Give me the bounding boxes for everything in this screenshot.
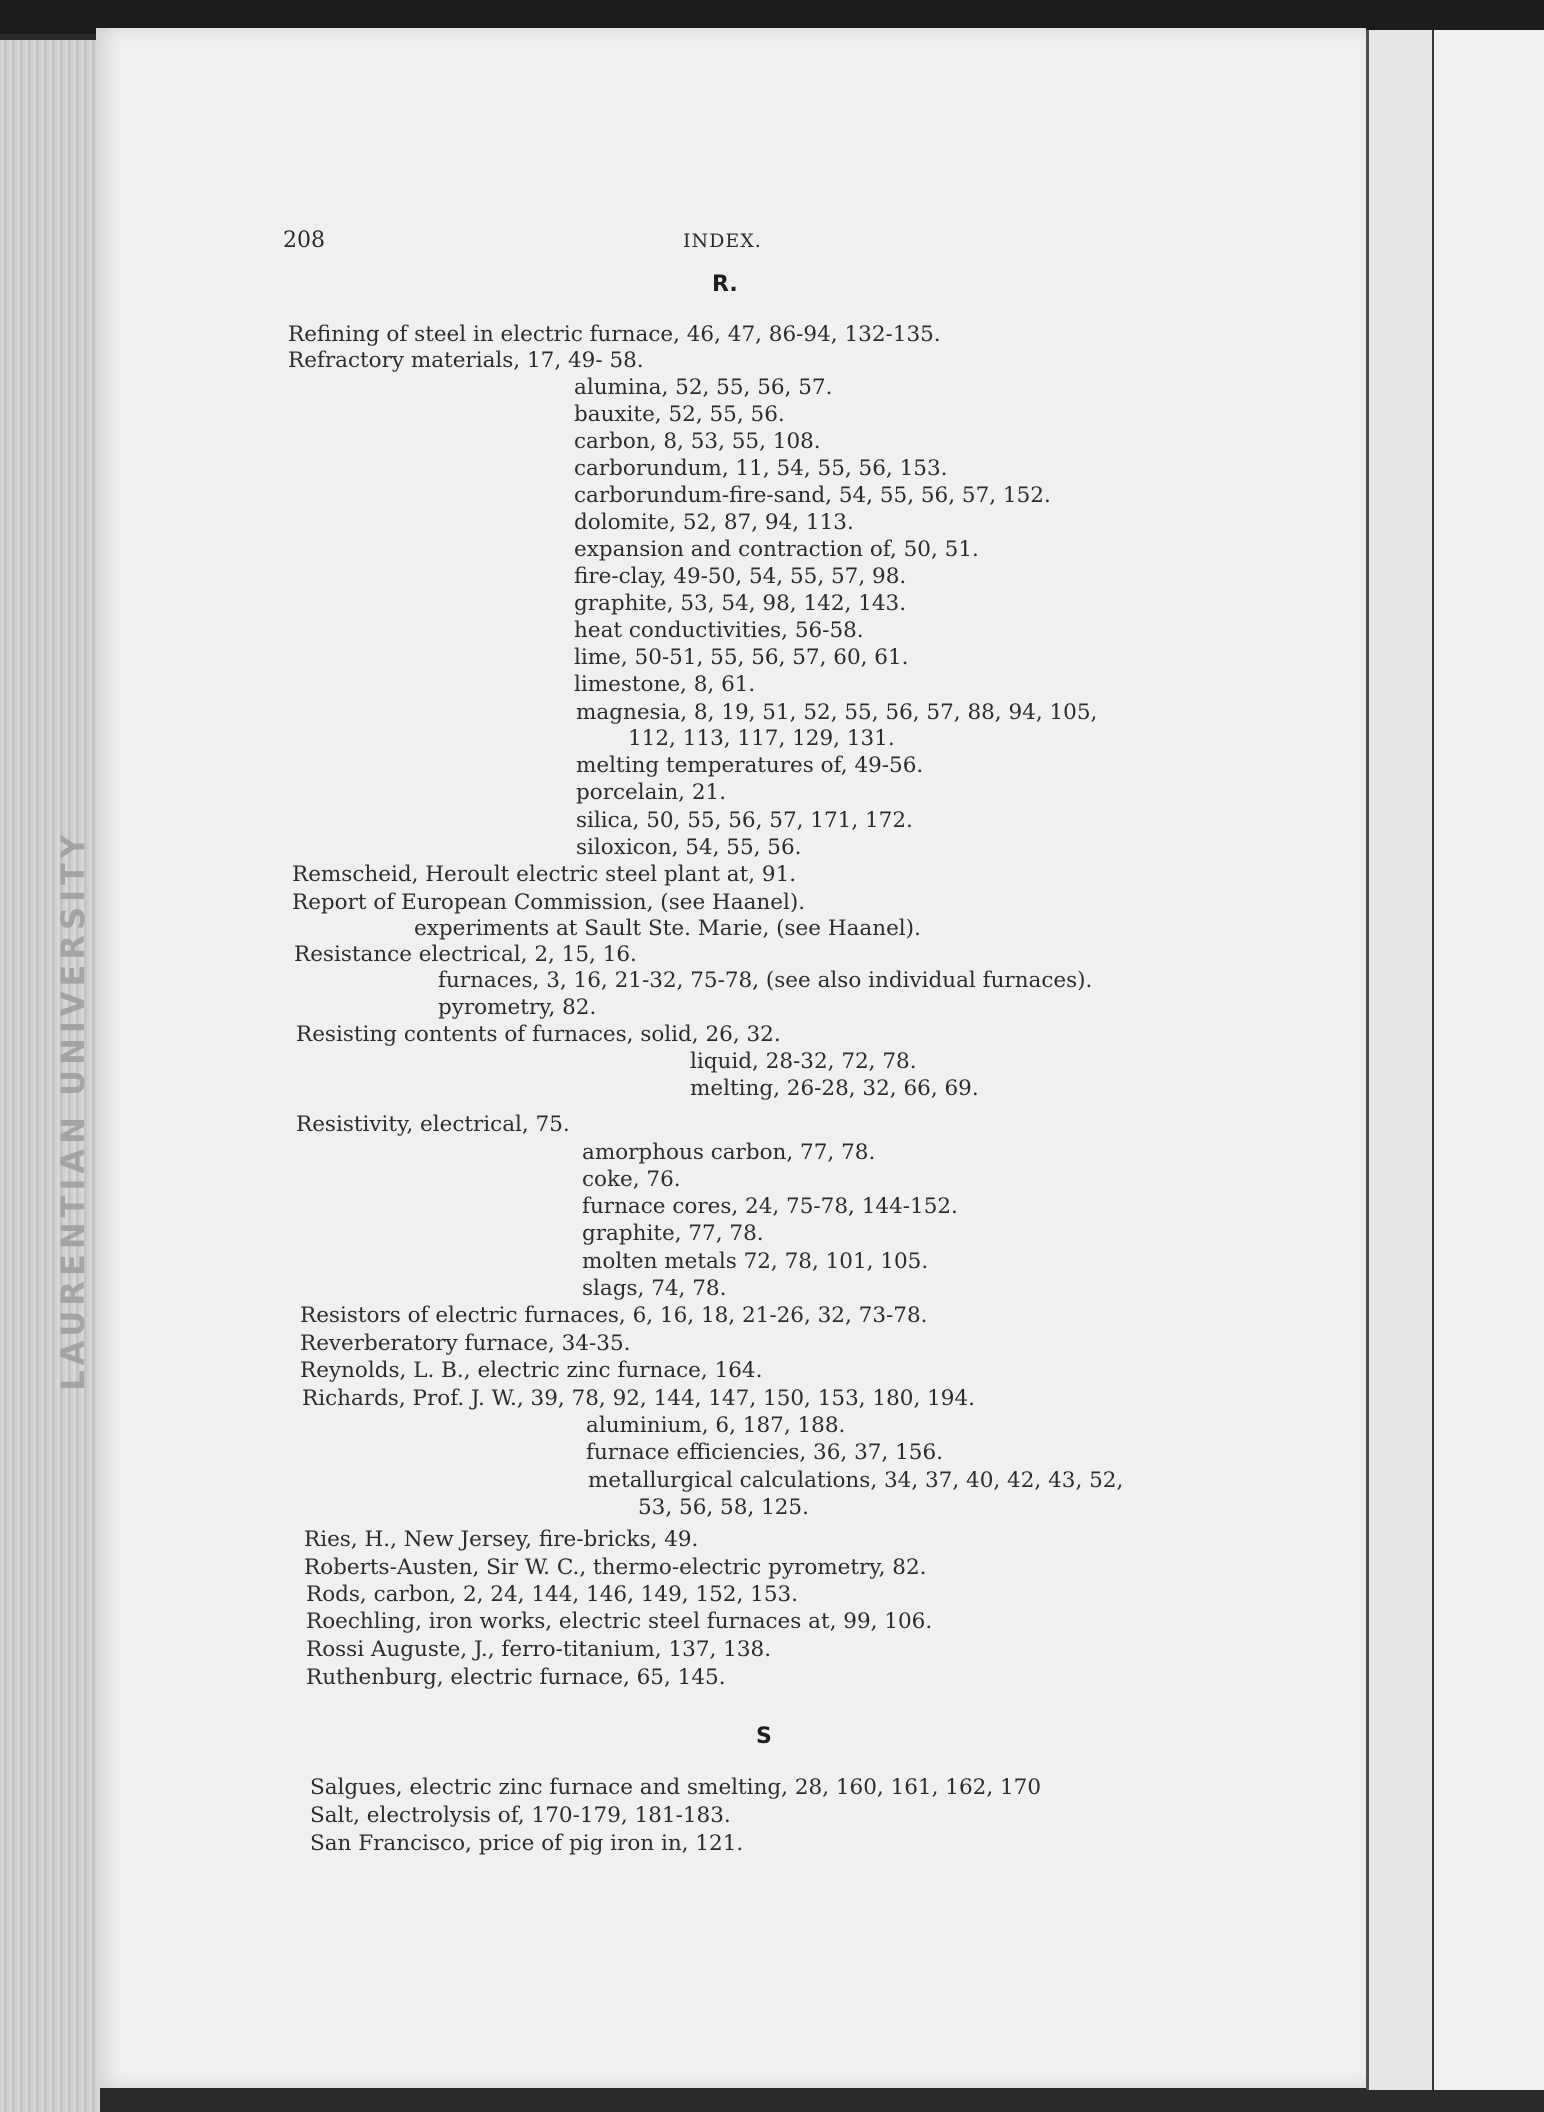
index-entry: alumina, 52, 55, 56, 57.: [574, 375, 833, 400]
index-entry: Reverberatory furnace, 34-35.: [300, 1331, 631, 1356]
index-entry: carbon, 8, 53, 55, 108.: [574, 429, 821, 454]
section-letter-s: S: [756, 1724, 772, 1749]
index-entry: Salgues, electric zinc furnace and smelting, 28, 160, 161, 162, 170: [310, 1775, 1042, 1800]
index-entry: melting, 26-28, 32, 66, 69.: [690, 1076, 979, 1101]
index-entry: coke, 76.: [582, 1167, 681, 1192]
index-entry: Report of European Commission, (see Haanel).: [292, 890, 806, 915]
index-entry: expansion and contraction of, 50, 51.: [574, 537, 979, 562]
index-entry: Roberts-Austen, Sir W. C., thermo-electric pyrometry, 82.: [304, 1555, 927, 1580]
index-entry: Refractory materials, 17, 49- 58.: [288, 348, 644, 373]
index-entry: experiments at Sault Ste. Marie, (see Haanel).: [414, 916, 921, 941]
index-entry: siloxicon, 54, 55, 56.: [576, 835, 802, 860]
index-entry: Salt, electrolysis of, 170-179, 181-183.: [310, 1803, 731, 1828]
index-entry: furnace efficiencies, 36, 37, 156.: [586, 1440, 943, 1465]
index-entry: porcelain, 21.: [576, 780, 727, 805]
index-entry: slags, 74, 78.: [582, 1276, 727, 1301]
index-entry: melting temperatures of, 49-56.: [576, 753, 924, 778]
index-entry: Resistance electrical, 2, 15, 16.: [294, 942, 637, 967]
index-entry: carborundum-fire-sand, 54, 55, 56, 57, 152.: [574, 483, 1051, 508]
index-entry: aluminium, 6, 187, 188.: [586, 1413, 846, 1438]
index-entry: Ries, H., New Jersey, fire-bricks, 49.: [304, 1527, 699, 1552]
index-entry: Richards, Prof. J. W., 39, 78, 92, 144, 147, 150, 153, 180, 194.: [302, 1386, 975, 1411]
book-page-edges: [0, 40, 100, 2112]
index-entry: pyrometry, 82.: [438, 995, 597, 1020]
index-entry: Remscheid, Heroult electric steel plant at, 91.: [292, 862, 797, 887]
index-entry: Reynolds, L. B., electric zinc furnace, 164.: [300, 1358, 763, 1383]
index-entry: Resistivity, electrical, 75.: [296, 1112, 570, 1137]
index-entry: metallurgical calculations, 34, 37, 40, 42, 43, 52,: [588, 1468, 1124, 1493]
index-entry: Resisting contents of furnaces, solid, 26, 32.: [296, 1022, 781, 1047]
index-entry: bauxite, 52, 55, 56.: [574, 402, 785, 427]
index-entry: silica, 50, 55, 56, 57, 171, 172.: [576, 808, 913, 833]
index-entry: furnace cores, 24, 75-78, 144-152.: [582, 1194, 958, 1219]
section-letter-r: R.: [712, 272, 738, 297]
index-entry: Ruthenburg, electric furnace, 65, 145.: [306, 1665, 726, 1690]
index-entry: graphite, 77, 78.: [582, 1221, 764, 1246]
adjacent-page: [1432, 30, 1544, 2090]
page-title: INDEX.: [683, 230, 762, 252]
index-entry: Roechling, iron works, electric steel furnaces at, 99, 106.: [306, 1609, 933, 1634]
index-entry: carborundum, 11, 54, 55, 56, 153.: [574, 456, 948, 481]
page-number: 208: [283, 228, 325, 253]
index-entry: limestone, 8, 61.: [574, 672, 756, 697]
index-entry: 53, 56, 58, 125.: [638, 1495, 809, 1520]
index-entry: lime, 50-51, 55, 56, 57, 60, 61.: [574, 645, 909, 670]
index-entry: Rods, carbon, 2, 24, 144, 146, 149, 152, 153.: [306, 1582, 799, 1607]
library-stamp: LAURENTIAN UNIVERSITY: [54, 830, 92, 1391]
index-entry: magnesia, 8, 19, 51, 52, 55, 56, 57, 88, 94, 105,: [576, 700, 1098, 725]
index-entry: Rossi Auguste, J., ferro-titanium, 137, 138.: [306, 1637, 772, 1662]
index-entry: San Francisco, price of pig iron in, 121.: [310, 1831, 744, 1856]
index-entry: heat conductivities, 56-58.: [574, 618, 864, 643]
index-entry: 112, 113, 117, 129, 131.: [628, 726, 895, 751]
index-entry: furnaces, 3, 16, 21-32, 75-78, (see also individual furnaces).: [438, 968, 1093, 993]
index-entry: Refining of steel in electric furnace, 46, 47, 86-94, 132-135.: [288, 322, 941, 347]
index-entry: molten metals 72, 78, 101, 105.: [582, 1249, 929, 1274]
index-entry: amorphous carbon, 77, 78.: [582, 1140, 876, 1165]
index-entry: liquid, 28-32, 72, 78.: [690, 1049, 917, 1074]
index-entry: graphite, 53, 54, 98, 142, 143.: [574, 591, 907, 616]
index-entry: dolomite, 52, 87, 94, 113.: [574, 510, 854, 535]
index-entry: Resistors of electric furnaces, 6, 16, 18, 21-26, 32, 73-78.: [300, 1303, 928, 1328]
index-entry: fire-clay, 49-50, 54, 55, 57, 98.: [574, 564, 907, 589]
